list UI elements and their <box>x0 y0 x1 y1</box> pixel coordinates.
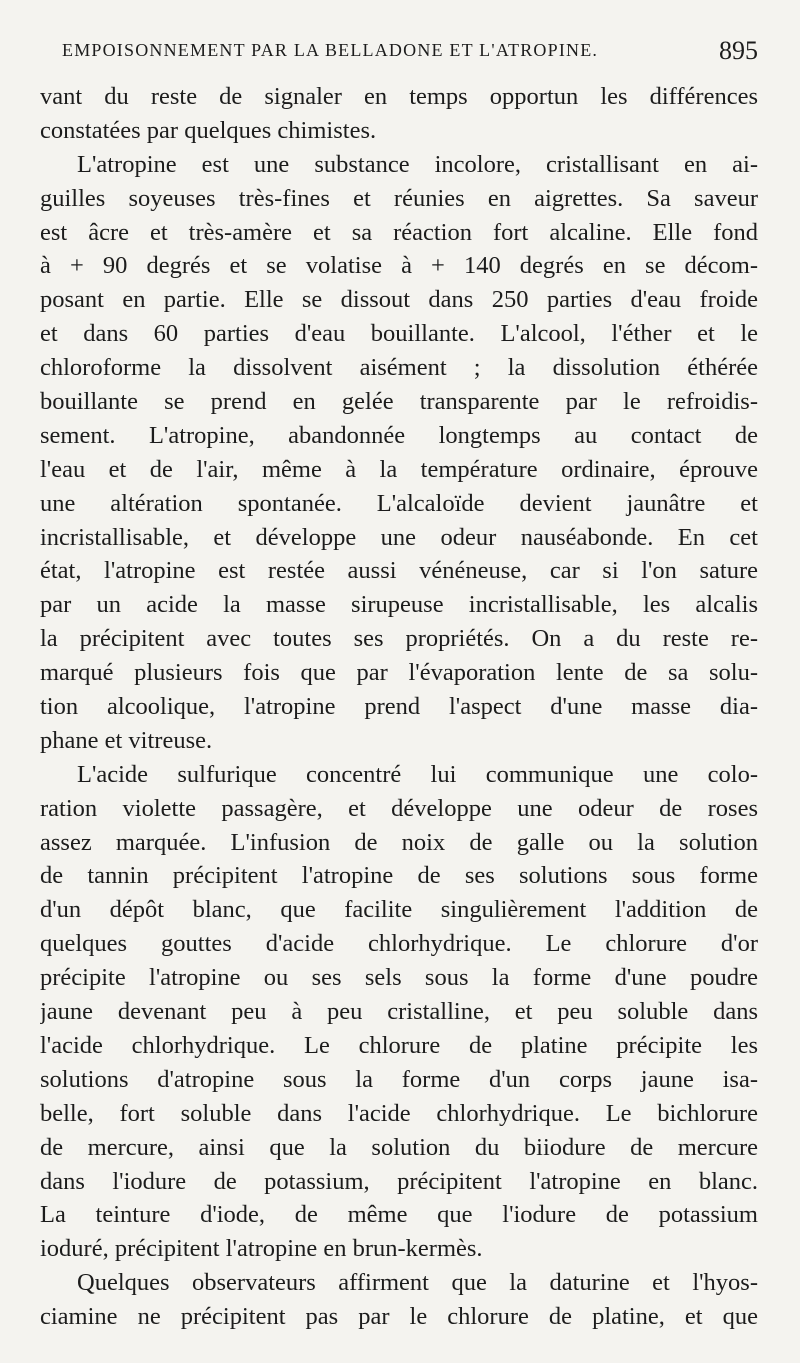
text-line: guilles soyeuses très-fines et réunies en aigrettes. Sa saveur <box>40 184 758 212</box>
text-line: solutions d'atropine sous la forme d'un corps jaune isa- <box>40 1065 758 1093</box>
text-line: dans l'iodure de potassium, précipitent l'atropine en blanc. <box>40 1167 758 1195</box>
text-line: à + 90 degrés et se volatise à + 140 degrés en se décom- <box>40 252 758 280</box>
text-line: la précipitent avec toutes ses propriétés. On a du reste re- <box>40 625 758 653</box>
text-line: bouillante se prend en gelée transparente par le refroidis- <box>40 388 758 416</box>
paragraph-first-line: Quelques observateurs affirment que la daturine et l'hyos- <box>77 1269 758 1297</box>
text-line: vant du reste de signaler en temps opportun les différences <box>40 83 758 110</box>
text-line: posant en partie. Elle se dissout dans 250 parties d'eau froide <box>40 286 758 314</box>
text-line: tion alcoolique, l'atropine prend l'aspect d'une masse dia- <box>40 693 758 721</box>
paragraph-first-line: L'acide sulfurique concentré lui communique une colo- <box>77 760 758 788</box>
text-line: ciamine ne précipitent pas par le chlorure de platine, et que <box>40 1303 758 1331</box>
text-line: précipite l'atropine ou ses sels sous la forme d'une poudre <box>40 964 758 992</box>
text-line: ration violette passagère, et développe une odeur de roses <box>40 794 758 822</box>
paragraph-first-line: L'atropine est une substance incolore, cristallisant en ai- <box>77 150 758 178</box>
text-line: phane et vitreuse. <box>40 726 213 754</box>
text-line: de tannin précipitent l'atropine de ses solutions sous forme <box>40 862 758 890</box>
text-line: et dans 60 parties d'eau bouillante. L'alcool, l'éther et le <box>40 320 758 348</box>
text-line: constatées par quelques chimistes. <box>40 116 377 144</box>
text-line: est âcre et très-amère et sa réaction fort alcaline. Elle fond <box>40 218 758 246</box>
text-line: chloroforme la dissolvent aisément ; la dissolution éthérée <box>40 354 758 382</box>
text-line: marqué plusieurs fois que par l'évaporation lente de sa solu- <box>40 659 758 687</box>
running-title: EMPOISONNEMENT PAR LA BELLADONE ET L'ATROPINE. <box>62 40 599 60</box>
body-text <box>40 80 758 1334</box>
text-line: l'eau et de l'air, même à la température ordinaire, éprouve <box>40 455 758 483</box>
text-line: état, l'atropine est restée aussi vénéneuse, car si l'on sature <box>40 557 758 585</box>
text-line: incristallisable, et développe une odeur nauséabonde. En cet <box>40 523 758 551</box>
page-number: 895 <box>719 36 758 65</box>
text-line: belle, fort soluble dans l'acide chlorhydrique. Le bichlorure <box>40 1099 758 1127</box>
text-line: assez marquée. L'infusion de noix de galle ou la solution <box>40 828 758 856</box>
page-header <box>62 36 758 72</box>
text-line: de mercure, ainsi que la solution du biiodure de mercure <box>40 1133 758 1161</box>
text-line: La teinture d'iode, de même que l'iodure de potassium <box>40 1201 758 1229</box>
text-line: l'acide chlorhydrique. Le chlorure de platine précipite les <box>40 1031 758 1059</box>
text-line: une altération spontanée. L'alcaloïde devient jaunâtre et <box>40 489 758 517</box>
text-line: jaune devenant peu à peu cristalline, et peu soluble dans <box>40 998 758 1026</box>
text-line: par un acide la masse sirupeuse incristallisable, les alcalis <box>40 591 758 619</box>
text-line: quelques gouttes d'acide chlorhydrique. Le chlorure d'or <box>40 930 758 958</box>
text-line: d'un dépôt blanc, que facilite singulièrement l'addition de <box>40 896 758 924</box>
text-line: ioduré, précipitent l'atropine en brun-kermès. <box>40 1235 483 1263</box>
text-line: sement. L'atropine, abandonnée longtemps au contact de <box>40 421 758 449</box>
